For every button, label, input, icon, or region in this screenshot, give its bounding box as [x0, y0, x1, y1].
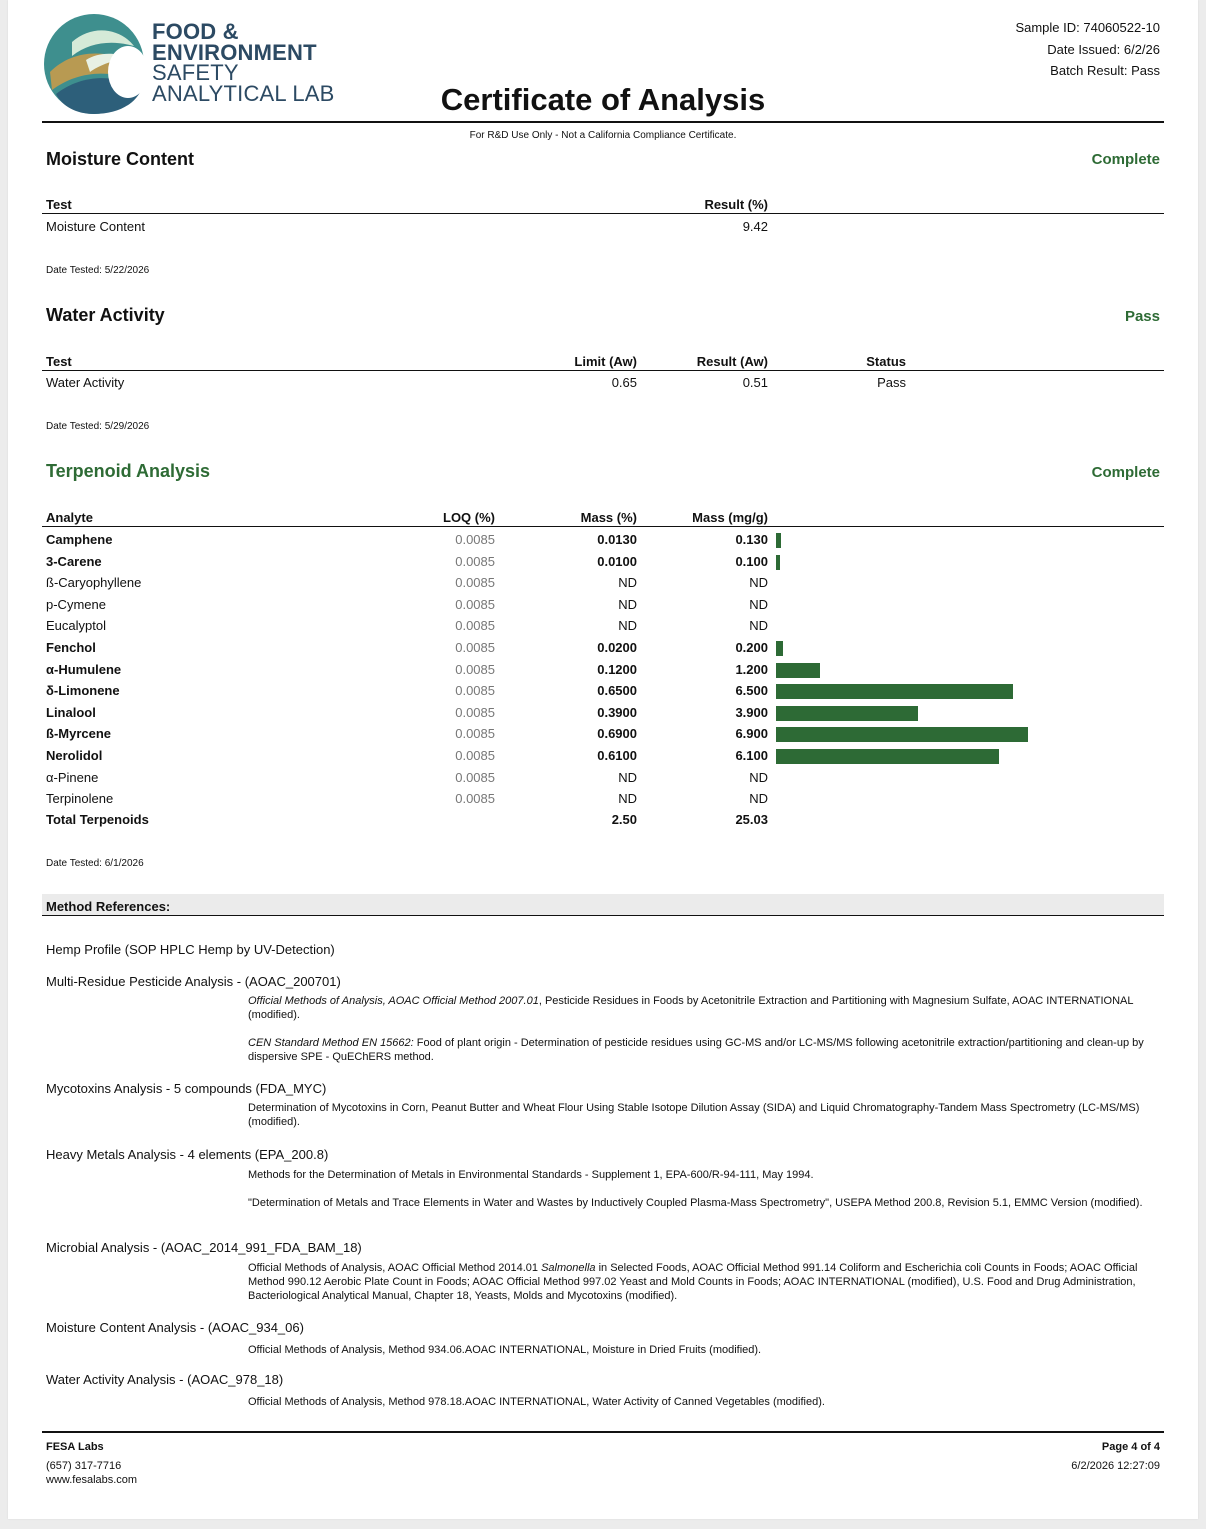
terpene-mass-mg: 3.900: [735, 704, 768, 720]
method-water-desc: Official Methods of Analysis, Method 978.18.AOAC INTERNATIONAL, Water Activity of Canned Vegetables (modified).: [248, 1396, 825, 1408]
water-row-test: Water Activity: [46, 375, 125, 390]
moisture-header-result: Result (%): [704, 197, 768, 212]
logo-line: ANALYTICAL LAB: [152, 80, 335, 106]
terpene-mass-pct: ND: [618, 791, 637, 807]
terpene-loq: 0.0085: [455, 575, 495, 591]
terpene-mass-pct: 0.6100: [597, 748, 637, 763]
method-micro-desc: [248, 1261, 1163, 1303]
terpene-name: ß-Myrcene: [46, 726, 112, 742]
water-header-result: Result (Aw): [696, 354, 768, 369]
sample-id: Sample ID: 74060522-10: [1015, 20, 1160, 35]
terpene-mass-mg: ND: [749, 769, 768, 785]
compliance-note: For R&D Use Only - Not a California Compliance Certificate.: [469, 130, 737, 141]
terpene-name: ß-Caryophyllene: [46, 575, 142, 591]
terpene-name: Fenchol: [46, 640, 96, 655]
water-date-tested: Date Tested: 5/29/2026: [46, 421, 150, 432]
batch-result: Batch Result: Pass: [1050, 63, 1160, 78]
method-moisture-title: Moisture Content Analysis - (AOAC_934_06): [46, 1320, 304, 1335]
terpene-name: α-Humulene: [46, 661, 122, 677]
footer-timestamp: 6/2/2026 12:27:09: [1071, 1460, 1160, 1472]
moisture-section-title: Moisture Content: [46, 149, 194, 169]
terpene-header-mass-pct: Mass (%): [580, 510, 637, 525]
method-myco-desc: Determination of Mycotoxins in Corn, Peanut Butter and Wheat Flour Using Stable Isotope Dilution Assay (SIDA) and Liquid Chromatography-Tandem Mass Spectrometry (LC-MS/MS) (modified).: [248, 1102, 1140, 1128]
terpene-header-analyte: Analyte: [46, 510, 93, 525]
terpene-mass-mg: 0.200: [735, 640, 768, 655]
terpene-mass-pct: 0.1200: [597, 661, 637, 677]
terpene-mass-mg: ND: [749, 618, 768, 634]
terpene-loq: 0.0085: [455, 661, 495, 677]
terpene-mass-pct: 0.6500: [597, 683, 637, 699]
water-row-status: Pass: [877, 375, 906, 390]
terpene-name: Linalool: [46, 704, 96, 720]
terpene-bar: [776, 641, 783, 656]
footer-phone: (657) 317-7716: [46, 1460, 122, 1472]
water-header-test: Test: [46, 354, 72, 369]
method-pesticide-desc-2-text: Food of plant origin - Determination of pesticide residues using GC-MS and/or LC-MS/MS following acetonitrile extraction/partitioning and clean-up by dispersive SPE - QuEChERS method.: [248, 1037, 1144, 1063]
method-pesticide-desc-1: [248, 994, 1163, 1022]
method-water-title: Water Activity Analysis - (AOAC_978_18): [46, 1372, 284, 1387]
footer-lab-name: FESA Labs: [46, 1441, 104, 1453]
footer-divider: [42, 1431, 1164, 1433]
terpene-loq: 0.0085: [455, 683, 495, 699]
terpene-total-mg: 25.03: [735, 812, 768, 827]
method-pesticide-title: Multi-Residue Pesticide Analysis - (AOAC_200701): [46, 974, 341, 989]
footer-page-number: Page 4 of 4: [1101, 1441, 1160, 1453]
method-moisture-desc: Official Methods of Analysis, Method 934.06.AOAC INTERNATIONAL, Moisture in Dried Fruits (modified).: [248, 1344, 762, 1356]
terpene-loq: 0.0085: [455, 618, 495, 634]
method-references-header: [42, 894, 1164, 916]
terpene-total-pct: 2.50: [611, 812, 637, 827]
method-pesticide-desc-2-italic: CEN Standard Method EN 15662:: [248, 1037, 414, 1049]
terpene-header-rule: [42, 526, 1164, 527]
terpene-mass-mg: 6.500: [735, 683, 768, 699]
footer-website[interactable]: www.fesalabs.com: [46, 1474, 138, 1486]
terpene-loq: 0.0085: [455, 596, 495, 612]
terpene-mass-mg: 0.100: [735, 553, 768, 569]
terpene-header-loq: LOQ (%): [443, 510, 495, 525]
terpene-mass-pct: ND: [618, 769, 637, 785]
terpene-loq: 0.0085: [455, 553, 495, 569]
method-micro-desc-a: Official Methods of Analysis, AOAC Official Method 2014.01: [248, 1262, 542, 1274]
method-metals-desc-2: "Determination of Metals and Trace Elements in Water and Wastes by Inductively Coupled Plasma-Mass Spectrometry", USEPA Method 200.8, Revision 5.1, EMMC Version (modified).: [248, 1197, 1143, 1209]
terpene-bar: [776, 663, 820, 678]
terpene-mass-pct: ND: [618, 596, 637, 612]
terpene-mass-pct: 0.6900: [597, 726, 637, 742]
terpene-bar: [776, 727, 1028, 742]
terpene-section-title: Terpenoid Analysis: [46, 461, 211, 481]
moisture-row-result: 9.42: [742, 219, 768, 234]
moisture-status: Complete: [1091, 151, 1160, 168]
certificate-page: [8, 0, 1198, 1519]
document-title: Certificate of Analysis: [440, 82, 766, 117]
terpene-mass-mg: ND: [749, 596, 768, 612]
terpene-date-tested: Date Tested: 6/1/2026: [46, 858, 144, 869]
terpene-name: δ-Limonene: [46, 683, 120, 699]
terpene-mass-pct: 0.0200: [597, 640, 637, 655]
terpene-loq: 0.0085: [455, 769, 495, 785]
terpene-name: Terpinolene: [46, 791, 114, 807]
water-header-status: Status: [866, 354, 906, 369]
terpene-loq: 0.0085: [455, 640, 495, 655]
terpene-mass-mg: 6.900: [735, 726, 768, 742]
method-metals-desc-1: Methods for the Determination of Metals in Environmental Standards - Supplement 1, EPA-600/R-94-111, May 1994.: [248, 1169, 814, 1181]
footer-contact: [46, 1440, 137, 1487]
moisture-header-rule: [42, 213, 1164, 214]
terpene-bar: [776, 533, 781, 548]
terpene-bar: [776, 706, 918, 721]
terpene-header-mass-mg: Mass (mg/g): [692, 510, 768, 525]
water-row-result: 0.51: [742, 375, 768, 390]
method-metals-title: Heavy Metals Analysis - 4 elements (EPA_200.8): [46, 1147, 329, 1162]
terpene-status: Complete: [1091, 464, 1160, 481]
footer-page-info: [1071, 1440, 1160, 1473]
method-micro-desc-italic: Salmonella: [541, 1262, 596, 1274]
terpene-loq: 0.0085: [455, 704, 495, 720]
water-row-limit: 0.65: [611, 375, 637, 390]
moisture-date-tested: Date Tested: 5/22/2026: [46, 265, 150, 276]
method-references-title: Method References:: [46, 899, 171, 914]
water-header-limit: Limit (Aw): [574, 354, 637, 369]
method-micro-title: Microbial Analysis - (AOAC_2014_991_FDA_BAM_18): [46, 1240, 362, 1255]
water-section-title: Water Activity: [46, 305, 165, 325]
terpene-bar: [776, 555, 780, 570]
terpene-name: p-Cymene: [46, 596, 106, 612]
date-issued: Date Issued: 6/2/26: [1047, 41, 1160, 57]
terpene-loq: 0.0085: [455, 726, 495, 742]
logo-line: ENVIRONMENT: [152, 39, 317, 65]
terpene-name: Camphene: [46, 532, 113, 547]
terpene-mass-mg: 0.130: [735, 532, 768, 547]
terpene-mass-pct: 0.0100: [597, 553, 637, 569]
water-header-rule: [42, 370, 1164, 371]
logo-line: FOOD &: [152, 19, 239, 44]
header-divider: [42, 121, 1164, 123]
method-pesticide-desc-1-italic: Official Methods of Analysis, AOAC Official Method 2007.01: [248, 995, 539, 1007]
sample-meta: [1015, 17, 1160, 82]
terpene-loq: 0.0085: [455, 791, 495, 807]
terpene-bar: [776, 749, 999, 764]
moisture-row-test: Moisture Content: [46, 219, 145, 234]
method-micro-desc-b: in Selected Foods, AOAC Official Method 991.14 Coliform and Escherichia coli Counts in Foods; AOAC Official Method 990.12 Aerobic Plate Count in Foods; AOAC Official Method 997.02 Yeast and Mold Counts in Foods; AOAC INTERNATIONAL (modified), U.S. Food and Drug Administration, Bacteriological Analytical Manual, Chapter 18, Yeasts, Molds and Mycotoxins (modified).: [248, 1262, 1138, 1302]
moisture-header-test: Test: [46, 197, 72, 212]
terpene-mass-pct: 0.3900: [597, 704, 637, 720]
method-myco-title: Mycotoxins Analysis - 5 compounds (FDA_MYC): [46, 1081, 327, 1096]
terpene-mass-mg: ND: [749, 791, 768, 807]
terpene-mass-pct: ND: [618, 618, 637, 634]
terpene-mass-mg: 1.200: [735, 661, 768, 677]
method-pesticide-desc-2: [248, 1036, 1163, 1064]
method-hemp: Hemp Profile (SOP HPLC Hemp by UV-Detection): [46, 942, 335, 957]
terpene-loq: 0.0085: [455, 748, 495, 763]
method-pesticide-desc-1-text: , Pesticide Residues in Foods by Acetonitrile Extraction and Partitioning with Magnesium Sulfate, AOAC INTERNATIONAL (modified).: [248, 995, 1134, 1021]
logo-line: SAFETY: [152, 60, 239, 85]
terpene-mass-mg: ND: [749, 575, 768, 591]
terpene-name: α-Pinene: [46, 769, 99, 785]
terpene-name: 3-Carene: [46, 553, 102, 569]
terpene-loq: 0.0085: [455, 532, 495, 547]
terpene-mass-mg: 6.100: [735, 748, 768, 763]
terpene-total-label: Total Terpenoids: [46, 812, 149, 827]
terpene-mass-pct: 0.0130: [597, 532, 637, 547]
terpene-name: Eucalyptol: [46, 618, 106, 634]
water-status: Pass: [1124, 308, 1160, 325]
terpene-bar: [776, 684, 1013, 699]
terpene-name: Nerolidol: [46, 748, 103, 763]
terpene-mass-pct: ND: [618, 575, 637, 591]
